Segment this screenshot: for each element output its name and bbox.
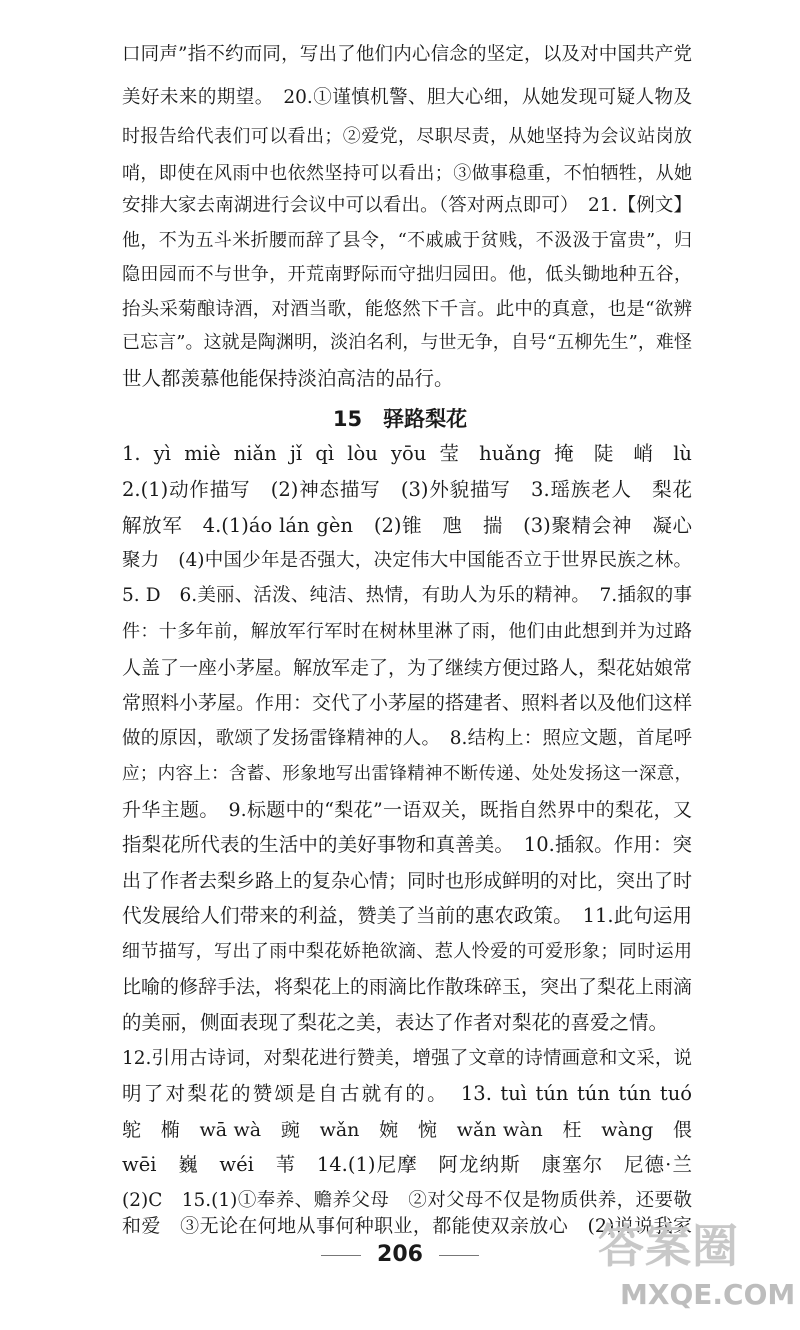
watermark-logo — [598, 1219, 796, 1320]
answer-line: 的美丽，侧面表现了梨花之美，表达了作者对梨花的喜爱之情。 — [122, 1011, 669, 1034]
text-line: 抬头采菊酿诗酒，对酒当歌，能悠然下千言。此中的真意，也是“欲辨 — [122, 299, 692, 320]
divider — [439, 1255, 479, 1256]
answer-line: 12.引用古诗词，对梨花进行赞美，增强了文章的诗情画意和文采，说 — [122, 1048, 692, 1069]
answer-line: 常照料小茅屋。作用：交代了小茅屋的搭建者、照料者以及他们这样 — [122, 692, 692, 714]
answer-line: 人盖了一座小茅屋。解放军走了，为了继续方便过路人，梨花姑娘常 — [122, 657, 692, 679]
answer-line: (2)C 15.(1)①奉养、赡养父母 ②对父母不仅是物质供养，还要敬 — [122, 1190, 692, 1211]
answer-line: 2.(1)动作描写 (2)神态描写 (3)外貌描写 3.瑶族老人 梨花 — [122, 478, 692, 501]
answer-line: 聚力 (4)中国少年是否强大，决定伟大中国能否立于世界民族之林。 — [122, 550, 692, 571]
answer-line: wēi 巍 wéi 苇 14.(1)尼摩 阿龙纳斯 康塞尔 尼德·兰 — [122, 1153, 692, 1176]
answer-line: 件：十多年前，解放军行军时在树林里淋了雨，他们由此想到并为过路 — [122, 621, 692, 642]
answer-line: 代发展给人们带来的利益，赞美了当前的惠农政策。 11.此句运用 — [122, 904, 692, 927]
answer-line: 和爱 ③无论在何地从事何种职业，都能使双亲放心 (2)说说我家 — [122, 1215, 692, 1237]
text-line: 时报告给代表们可以看出；②爱党，尽职尽责，从她坚持为会议站岗放 — [122, 126, 692, 147]
answer-line: 应；内容上：含蓄、形象地写出雷锋精神不断传递、处处发扬这一深意， — [122, 764, 692, 784]
answer-line: 升华主题。 9.标题中的“梨花”一语双关，既指自然界中的梨花，又 — [122, 799, 692, 821]
answer-line: 细节描写，写出了雨中梨花娇艳欲滴、惹人怜爱的可爱形象；同时运用 — [122, 941, 692, 962]
section-title: 15 驿路梨花 — [332, 407, 468, 431]
answer-line: 鸵 椭 wā wà 豌 wǎn 婉 惋 wǎn wàn 枉 wàng 偎 — [122, 1119, 692, 1141]
answer-line: 做的原因，歌颂了发扬雷锋精神的人。 8.结构上：照应文题，首尾呼 — [122, 728, 692, 749]
answer-line: 比喻的修辞手法，将梨花上的雨滴比作散珠碎玉，突出了梨花上雨滴 — [122, 976, 692, 998]
text-line: 哨，即使在风雨中也依然坚持可以看出；③做事稳重，不怕牺牲，从她 — [122, 163, 692, 184]
answer-line: 明了对梨花的赞颂是自古就有的。 13. tuì tún tún tún tuó — [122, 1082, 692, 1105]
answer-line: 解放军 4.(1)áo lán gèn (2)锥 虺 揣 (3)聚精会神 凝心 — [122, 514, 692, 537]
page-number-text: 206 — [377, 1242, 423, 1267]
text-line: 口同声”指不约而同，写出了他们内心信念的坚定，以及对中国共产党 — [122, 44, 692, 65]
text-line: 隐田园而不与世争，开荒南野际而守拙归园田。他，低头锄地种五谷， — [122, 264, 692, 285]
answer-line: 5. D 6.美丽、活泼、纯洁、热情，有助人为乐的精神。 7.插叙的事 — [122, 585, 692, 606]
answer-line: 出了作者去梨乡路上的复杂心情；同时也形成鲜明的对比，突出了时 — [122, 870, 692, 892]
watermark-domain: MXQE.COM — [620, 1278, 796, 1311]
text-line: 已忘言”。这就是陶渊明，淡泊名利，与世无争，自号“五柳先生”，难怪 — [122, 332, 692, 353]
text-line: 美好未来的期望。 20.①谨慎机警、胆大心细，从她发现可疑人物及 — [122, 87, 692, 108]
text-line: 世人都羡慕他能保持淡泊高洁的品行。 — [122, 367, 454, 390]
answer-line: 指梨花所代表的生活中的美好事物和真善美。 10.插叙。作用：突 — [122, 833, 692, 856]
text-line: 安排大家去南湖进行会议中可以看出。（答对两点即可） 21.【例文】 — [122, 195, 692, 216]
answer-line: 1. yì miè niǎn jǐ qì lòu yōu 莹 huǎng 掩 陡 峭 lù — [122, 442, 692, 465]
divider — [321, 1255, 361, 1256]
watermark-text: 答案圈 — [598, 1219, 739, 1273]
text-line: 他，不为五斗米折腰而辞了县令，“不戚戚于贫贱，不汲汲于富贵”，归 — [122, 230, 692, 251]
